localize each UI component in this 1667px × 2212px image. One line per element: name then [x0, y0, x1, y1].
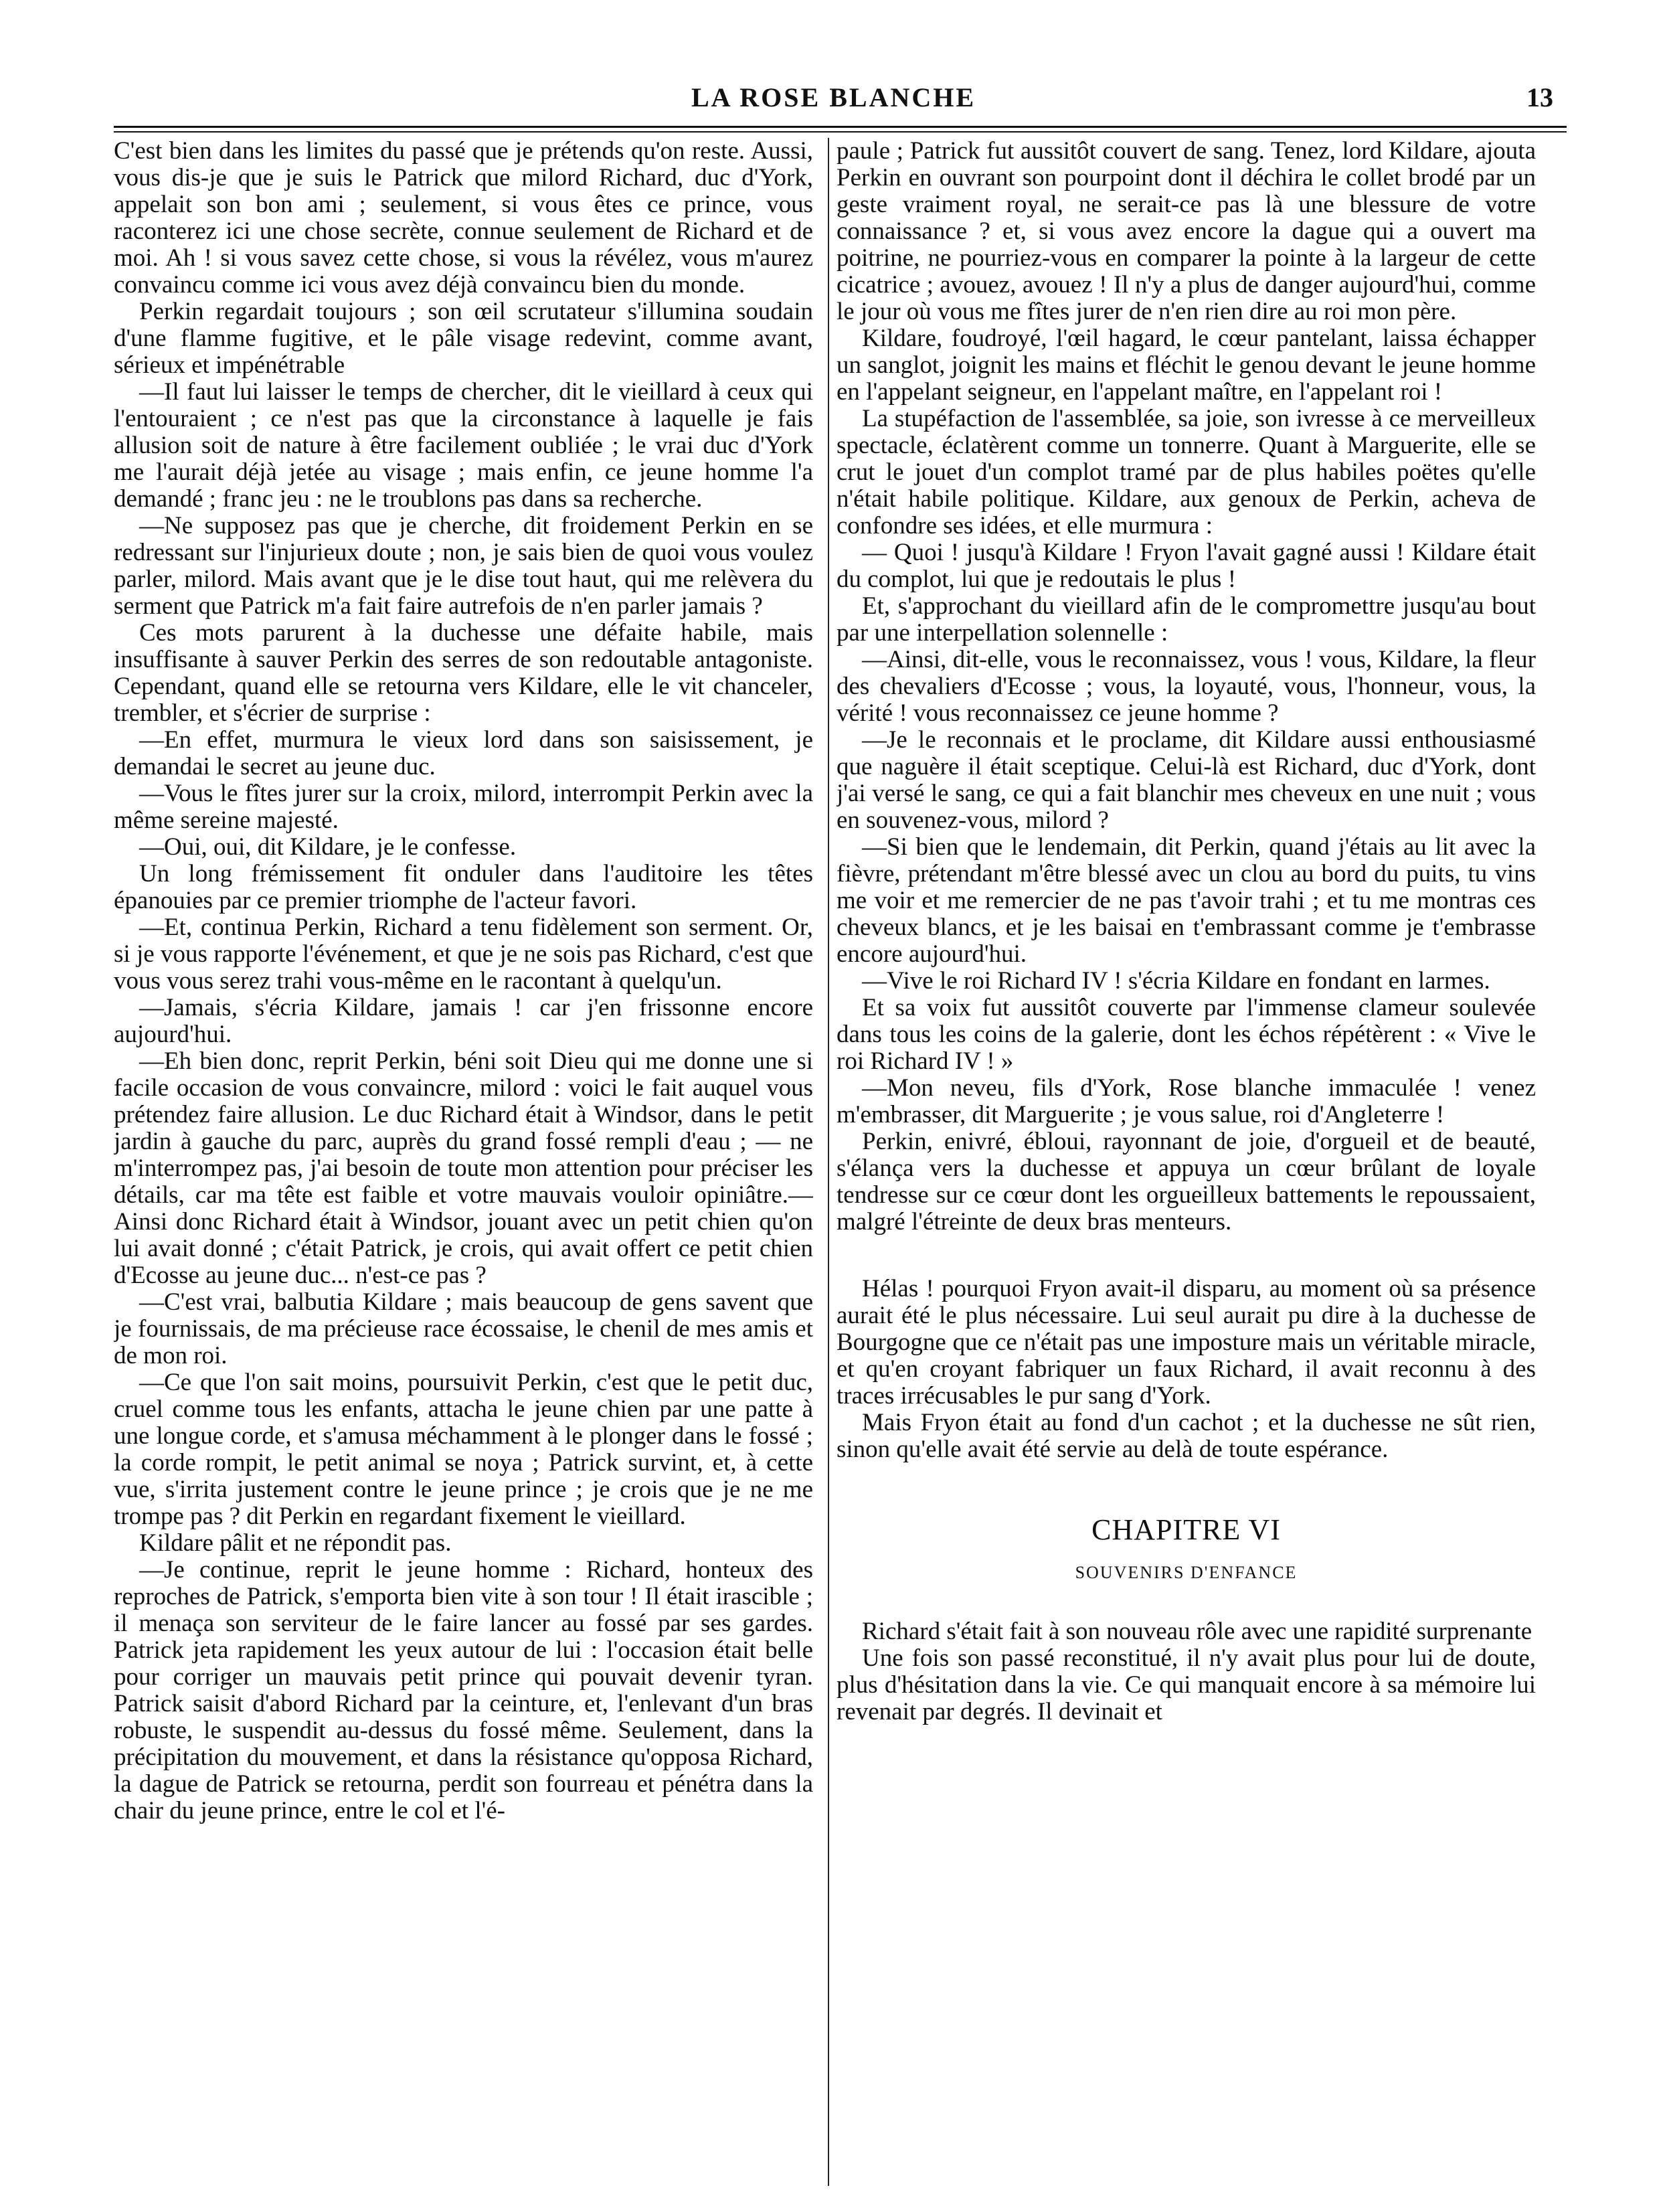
paragraph: —En effet, murmura le vieux lord dans son saisissement, je demandai le secret au jeune duc. [114, 726, 813, 780]
paragraph: —Je continue, reprit le jeune homme : Richard, honteux des reproches de Patrick, s'emporta bien vite à son tour ! Il était irascible ; il menaça son serviteur de le faire lancer au fossé par ses gardes. Patrick jeta rapidement les yeux autour de lui : l'occasion était belle pour corriger un mauvais petit prince qui pouvait devenir tyran. Patrick saisit d'abord Richard par la ceinture, et, l'enlevant d'un bras robuste, le suspendit au-dessus du fossé même. Seulement, dans la précipitation du mouvement, et dans la résistance qu'opposa Richard, la dague de Patrick se retourna, perdit son fourreau et pénétra dans la chair du jeune prince, entre le col et l'é- [114, 1556, 813, 1824]
paragraph: C'est bien dans les limites du passé que je prétends qu'on reste. Aussi, vous dis-je que je suis le Patrick que milord Richard, duc d'York, appelait son bon ami ; seulement, si vous êtes ce prince, vous raconterez ici une chose secrète, connue seulement de Richard et de moi. Ah ! si vous savez cette chose, si vous la révélez, vous m'aurez convaincu comme ici vous avez déjà convaincu bien du monde. [114, 138, 813, 299]
paragraph: —Si bien que le lendemain, dit Perkin, quand j'étais au lit avec la fièvre, prétendant m'être blessé avec un clou au bord du puits, tu vins me voir et me remercier de ne pas t'avoir trahi ; et tu me montras ces cheveux blancs, et je les baisai en t'embrassant comme je t'embrasse encore aujourd'hui. [837, 833, 1536, 968]
column-divider [828, 138, 829, 2186]
paragraph: —Il faut lui laisser le temps de chercher, dit le vieillard à ceux qui l'entouraient ; ce n'est pas que la circonstance à laquelle je fais allusion soit de nature à être facilement oubliée ; le vrai duc d'York me l'aurait déjà jetée au visage ; mais enfin, ce jeune homme l'a demandé ; franc jeu : ne le troublons pas dans sa recherche. [114, 378, 813, 513]
paragraph: —Eh bien donc, reprit Perkin, béni soit Dieu qui me donne une si facile occasion de vous convaincre, milord : voici le fait auquel vous prétendez faire allusion. Le duc Richard était à Windsor, dans le petit jardin à gauche du parc, auprès du grand fossé rempli d'eau ; — ne m'interrompez pas, j'ai besoin de toute mon attention pour préciser les détails, car ma tête est faible et votre mauvais vouloir opiniâtre.—Ainsi donc Richard était à Windsor, jouant avec un petit chien qu'on lui avait donné ; c'était Patrick, je crois, qui avait offert ce petit chien d'Ecosse au jeune duc... n'est-ce pas ? [114, 1047, 813, 1289]
paragraph: —Ainsi, dit-elle, vous le reconnaissez, vous ! vous, Kildare, la fleur des chevaliers d'Ecosse ; vous, la loyauté, vous, l'honneur, vous, la vérité ! vous reconnaissez ce jeune homme ? [837, 646, 1536, 727]
paragraph: Hélas ! pourquoi Fryon avait-il disparu, au moment où sa présence aurait été le plus nécessaire. Lui seul aurait pu dire à la duchesse de Bourgogne que ce n'était pas une imposture mais un véritable miracle, et qu'en croyant fabriquer un faux Richard, il avait reconnu à des traces irrécusables le pur sang d'York. [837, 1275, 1536, 1410]
paragraph: paule ; Patrick fut aussitôt couvert de sang. Tenez, lord Kildare, ajouta Perkin en ouvrant son pourpoint dont il déchira le collet brodé par un geste vraiment royal, ne serait-ce pas là une blessure de votre connaissance ? et, si vous avez encore la dague qui a ouvert ma poitrine, ne pourriez-vous en comparer la pointe à la largeur de cette cicatrice ; avouez, avouez ! Il n'y a plus de danger aujourd'hui, comme le jour où vous me fîtes jurer de n'en rien dire au roi mon père. [837, 138, 1536, 325]
paragraph: La stupéfaction de l'assemblée, sa joie, son ivresse à ce merveilleux spectacle, éclatèrent comme un tonnerre. Quant à Marguerite, elle se crut le jouet d'un complot tramé par de plus habiles poëtes qu'elle n'était habile politique. Kildare, aux genoux de Perkin, acheva de confondre ses idées, et elle murmura : [837, 405, 1536, 539]
page-number: 13 [1526, 82, 1553, 112]
paragraph: —Mon neveu, fils d'York, Rose blanche immaculée ! venez m'embrasser, dit Marguerite ; je vous salue, roi d'Angleterre ! [837, 1074, 1536, 1128]
page-header [107, 82, 1560, 129]
paragraph: —Jamais, s'écria Kildare, jamais ! car j'en frissonne encore aujourd'hui. [114, 994, 813, 1048]
paragraph: —Je le reconnais et le proclame, dit Kildare aussi enthousiasmé que naguère il était sceptique. Celui-là est Richard, duc d'York, dont j'ai versé le sang, ce qui a fait blanchir mes cheveux en une nuit ; vous en souvenez-vous, milord ? [837, 726, 1536, 834]
paragraph: —Ne supposez pas que je cherche, dit froidement Perkin en se redressant sur l'injurieux doute ; non, je sais bien de quoi vous voulez parler, milord. Mais avant que je le dise tout haut, qui me relèvera du serment que Patrick m'a fait faire autrefois de n'en parler jamais ? [114, 512, 813, 620]
paragraph: —Vive le roi Richard IV ! s'écria Kildare en fondant en larmes. [862, 967, 1490, 995]
paragraph: —Ce que l'on sait moins, poursuivit Perkin, c'est que le petit duc, cruel comme tous les enfants, attacha le jeune chien par une patte à une longue corde, et s'amusa méchamment à le plonger dans le fossé ; la corde rompit, le petit animal se noya ; Patrick survint, et, à cette vue, s'irrita justement contre le jeune prince ; je crois que je ne me trompe pas ? dit Perkin en regardant fixement le vieillard. [114, 1369, 813, 1530]
chapter-title: CHAPITRE VI [1091, 1513, 1281, 1546]
paragraph: Perkin regardait toujours ; son œil scrutateur s'illumina soudain d'une flamme fugitive, et le pâle visage redevint, comme avant, sérieux et impénétrable [114, 298, 813, 379]
header-rule-thin [114, 131, 1567, 133]
paragraph: Et sa voix fut aussitôt couverte par l'immense clameur soulevée dans tous les coins de la galerie, dont les échos répétèrent : « Vive le roi Richard IV ! » [837, 994, 1536, 1075]
paragraph: —Et, continua Perkin, Richard a tenu fidèlement son serment. Or, si je vous rapporte l'événement, et que je ne sois pas Richard, c'est que vous vous serez trahi vous-même en le racontant à quelqu'un. [114, 914, 813, 995]
paragraph: — Quoi ! jusqu'à Kildare ! Fryon l'avait gagné aussi ! Kildare était du complot, lui que je redoutais le plus ! [837, 539, 1536, 593]
running-title: LA ROSE BLANCHE [691, 82, 976, 112]
left-column [114, 138, 813, 2186]
paragraph: Richard s'était fait à son nouveau rôle avec une rapidité surprenante [862, 1618, 1532, 1645]
header-rule [114, 126, 1567, 128]
paragraph: —Vous le fîtes jurer sur la croix, milord, interrompit Perkin avec la même sereine majesté. [114, 780, 813, 834]
paragraph: Perkin, enivré, ébloui, rayonnant de joie, d'orgueil et de beauté, s'élança vers la duchesse et appuya un cœur brûlant de loyale tendresse sur ce cœur dont les orgueilleux battements le repoussaient, malgré l'étreinte de deux bras menteurs. [837, 1128, 1536, 1236]
paragraph: Mais Fryon était au fond d'un cachot ; et la duchesse ne sût rien, sinon qu'elle avait été servie au delà de toute espérance. [837, 1409, 1536, 1463]
paragraph: Et, s'approchant du vieillard afin de le compromettre jusqu'au bout par une interpellation solennelle : [837, 592, 1536, 647]
chapter-subtitle: SOUVENIRS D'ENFANCE [1075, 1563, 1298, 1582]
paragraph: Kildare, foudroyé, l'œil hagard, le cœur pantelant, laissa échapper un sanglot, joignit les mains et fléchit le genou devant le jeune homme en l'appelant seigneur, en l'appelant maître, en l'appelant roi ! [837, 325, 1536, 406]
paragraph: Kildare pâlit et ne répondit pas. [139, 1529, 452, 1557]
paragraph: —C'est vrai, balbutia Kildare ; mais beaucoup de gens savent que je fournissais, de ma précieuse race écossaise, le chenil de mes amis et de mon roi. [114, 1288, 813, 1369]
right-column [837, 138, 1536, 2186]
paragraph: Un long frémissement fit onduler dans l'auditoire les têtes épanouies par ce premier triomphe de l'acteur favori. [114, 860, 813, 914]
paragraph: —Oui, oui, dit Kildare, je le confesse. [139, 833, 517, 861]
paragraph: Ces mots parurent à la duchesse une défaite habile, mais insuffisante à sauver Perkin des serres de son redoutable antagoniste. Cependant, quand elle se retourna vers Kildare, elle le vit chanceler, trembler, et s'écrier de surprise : [114, 619, 813, 727]
paragraph: Une fois son passé reconstitué, il n'y avait plus pour lui de doute, plus d'hésitation dans la vie. Ce qui manquait encore à sa mémoire lui revenait par degrés. Il devinait et [837, 1644, 1536, 1725]
